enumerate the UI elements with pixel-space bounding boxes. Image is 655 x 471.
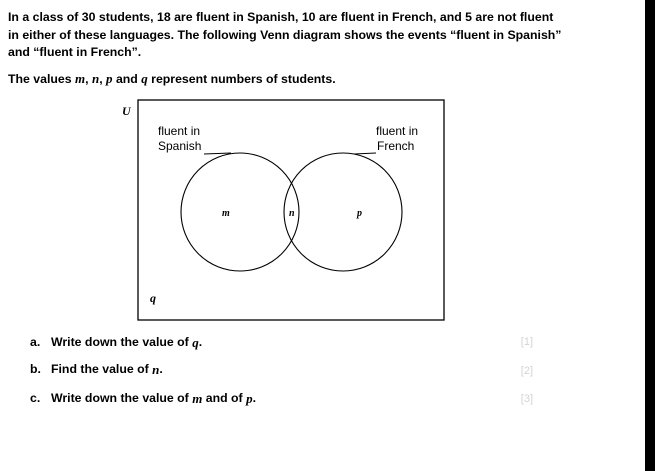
problem-intro xyxy=(8,9,568,62)
spanish-label-line-1: fluent in xyxy=(158,124,201,138)
region-intersection: n xyxy=(289,208,295,219)
question-b-variable: n xyxy=(152,362,160,377)
variables-sep-1: , xyxy=(85,72,89,86)
variables-and: and xyxy=(115,72,138,86)
question-c-text: Write down the value of xyxy=(51,391,189,405)
question-a xyxy=(30,335,202,351)
question-a-end: . xyxy=(198,335,203,349)
intro-line-2: in either of these languages. The following Venn diagram shows the events “fluent in Spanish” xyxy=(8,27,562,42)
variables-suffix: represent numbers of students. xyxy=(151,72,336,86)
region-spanish-only: m xyxy=(222,208,230,219)
question-c-mid: and of xyxy=(205,391,243,405)
variables-prefix: The values xyxy=(8,72,72,86)
question-a-text: Write down the value of xyxy=(51,335,189,349)
variable-n: n xyxy=(91,71,100,86)
region-outside: q xyxy=(150,291,156,305)
question-b-label: b. xyxy=(30,362,41,376)
variables-statement xyxy=(8,71,336,87)
intro-line-3: and “fluent in French”. xyxy=(8,45,142,59)
question-c xyxy=(30,391,256,407)
spanish-label-line-2: Spanish xyxy=(158,139,202,153)
universe-label: U xyxy=(122,104,131,118)
variable-m: m xyxy=(74,71,86,86)
question-c-variable-1: m xyxy=(192,391,203,406)
question-b-marks: [2] xyxy=(520,365,533,377)
question-c-end: . xyxy=(252,391,256,405)
french-circle xyxy=(284,153,402,271)
intro-line-1: In a class of 30 students, 18 are fluent in Spanish, 10 are fluent in French, and 5 are not fluent xyxy=(8,10,554,24)
question-b xyxy=(30,362,163,378)
venn-diagram xyxy=(110,95,450,325)
spanish-circle xyxy=(181,153,299,271)
french-pointer-line xyxy=(354,153,376,154)
question-b-text: Find the value of xyxy=(51,362,149,376)
variables-sep-2: , xyxy=(99,72,103,86)
question-c-variable-2: p xyxy=(246,391,253,406)
question-c-marks: [3] xyxy=(520,393,533,405)
region-french-only: p xyxy=(357,208,362,219)
french-label-line-2: French xyxy=(377,139,415,153)
right-edge-border xyxy=(645,0,655,471)
question-a-label: a. xyxy=(30,335,41,349)
variable-p: p xyxy=(106,71,113,86)
question-a-variable: q xyxy=(192,335,199,350)
question-a-marks: [1] xyxy=(520,336,533,348)
variable-q: q xyxy=(141,71,148,86)
question-b-end: . xyxy=(159,362,163,376)
spanish-pointer-line xyxy=(204,153,231,154)
question-c-label: c. xyxy=(30,391,41,405)
french-label-line-1: fluent in xyxy=(376,124,419,138)
